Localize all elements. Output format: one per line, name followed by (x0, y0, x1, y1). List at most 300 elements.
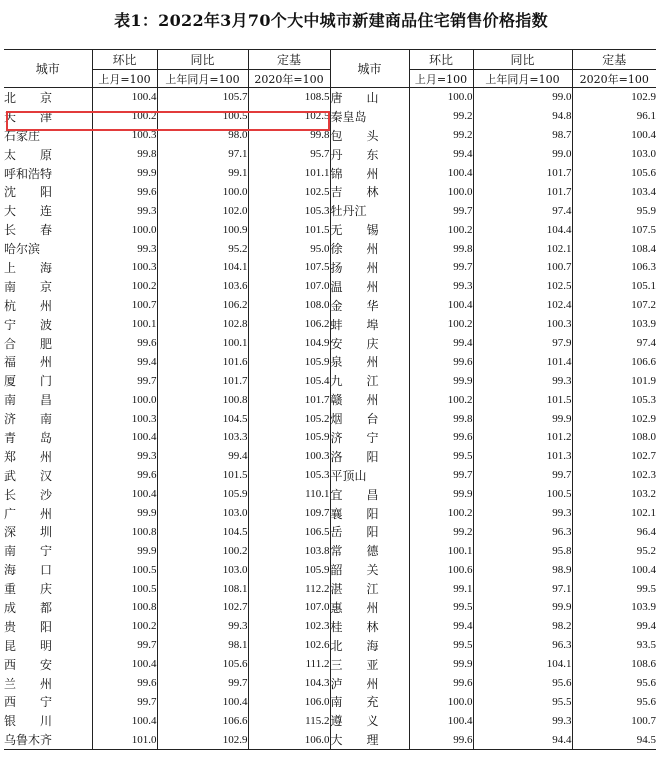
mom-value: 99.6 (92, 674, 157, 693)
mom-value: 99.1 (409, 579, 473, 598)
city-name: 海 口 (4, 563, 53, 578)
fixed-value: 102.1 (572, 504, 656, 523)
mom-value: 100.5 (92, 579, 157, 598)
yoy-value: 104.1 (473, 655, 572, 674)
yoy-header: 同比 (157, 50, 248, 70)
fixed-value: 101.1 (248, 164, 330, 183)
yoy-value: 94.4 (473, 730, 572, 749)
fixed-value: 105.9 (248, 352, 330, 371)
yoy-value: 99.9 (473, 409, 572, 428)
city-name: 桂 林 (330, 617, 409, 636)
city-name: 南 宁 (4, 544, 53, 559)
yoy-value: 100.5 (473, 485, 572, 504)
fixed-value: 102.9 (572, 409, 656, 428)
header-row (4, 50, 656, 70)
yoy-value: 103.0 (157, 560, 248, 579)
city-name: 武 汉 (4, 468, 53, 483)
city-name: 丹 东 (330, 145, 409, 164)
fixed-value: 105.9 (248, 428, 330, 447)
fixed-value: 102.3 (248, 617, 330, 636)
fixed-value: 109.7 (248, 504, 330, 523)
yoy-value: 106.6 (157, 711, 248, 730)
city-name: 洛 阳 (330, 447, 409, 466)
mom-value: 100.2 (409, 220, 473, 239)
city-name: 锦 州 (330, 164, 409, 183)
city-name: 遵 义 (330, 711, 409, 730)
city-name: 宁 波 (4, 317, 53, 332)
fixed-value: 103.9 (572, 315, 656, 334)
table-row (4, 334, 656, 353)
fixed-value: 105.1 (572, 277, 656, 296)
city-name: 兰 州 (4, 676, 53, 691)
fixed-value: 112.2 (248, 579, 330, 598)
city-name: 福 州 (4, 355, 53, 370)
fixed-value: 106.0 (248, 693, 330, 712)
table-row (4, 296, 656, 315)
fixed-value: 105.2 (248, 409, 330, 428)
mom-value: 100.4 (92, 711, 157, 730)
mom-value: 99.6 (409, 428, 473, 447)
fixed-value: 105.3 (248, 466, 330, 485)
fixed-value: 99.8 (248, 126, 330, 145)
yoy-value: 101.6 (157, 352, 248, 371)
yoy-value: 99.0 (473, 88, 572, 107)
mom-value: 99.6 (92, 334, 157, 353)
mom-value: 99.8 (409, 409, 473, 428)
table-row (4, 428, 656, 447)
fixed-value: 96.1 (572, 107, 656, 126)
yoy-value: 108.1 (157, 579, 248, 598)
fixed-value: 95.7 (248, 145, 330, 164)
yoy-value: 98.0 (157, 126, 248, 145)
fixed-value: 107.0 (248, 598, 330, 617)
city-name: 合 肥 (4, 336, 53, 351)
mom-value: 100.4 (92, 428, 157, 447)
mom-base-header: 上月=100 (92, 70, 157, 88)
table-row (4, 674, 656, 693)
city-name: 济 宁 (330, 428, 409, 447)
table-row (4, 730, 656, 749)
city-name: 呼和浩特 (4, 166, 53, 181)
yoy-value: 100.2 (157, 541, 248, 560)
table-row (4, 447, 656, 466)
city-name: 牡丹江 (330, 201, 409, 220)
mom-value: 100.8 (92, 598, 157, 617)
yoy-value: 100.1 (157, 334, 248, 353)
city-name: 徐 州 (330, 239, 409, 258)
yoy-value: 102.8 (157, 315, 248, 334)
fixed-value: 102.5 (248, 182, 330, 201)
mom-value: 100.8 (92, 522, 157, 541)
fixed-value: 108.5 (248, 88, 330, 107)
mom-value: 100.4 (92, 88, 157, 107)
fixed-value: 105.9 (248, 560, 330, 579)
table-row (4, 541, 656, 560)
mom-value: 99.7 (92, 371, 157, 390)
fixed-value: 108.6 (572, 655, 656, 674)
city-header: 城市 (4, 50, 92, 88)
table-row (4, 220, 656, 239)
city-name: 济 南 (4, 412, 53, 427)
yoy-value: 101.2 (473, 428, 572, 447)
mom-header: 环比 (409, 50, 473, 70)
fixed-value: 103.4 (572, 182, 656, 201)
fixed-value: 96.4 (572, 522, 656, 541)
yoy-value: 104.5 (157, 522, 248, 541)
yoy-value: 97.9 (473, 334, 572, 353)
city-name: 温 州 (330, 277, 409, 296)
yoy-value: 102.1 (473, 239, 572, 258)
yoy-value: 101.5 (473, 390, 572, 409)
mom-value: 100.2 (409, 504, 473, 523)
city-name: 平顶山 (330, 466, 409, 485)
yoy-value: 100.3 (473, 315, 572, 334)
table-row (4, 352, 656, 371)
yoy-value: 100.0 (157, 182, 248, 201)
city-name: 天 津 (4, 109, 53, 124)
fixed-value: 101.7 (248, 390, 330, 409)
table-row (4, 598, 656, 617)
fixed-value: 104.3 (248, 674, 330, 693)
mom-value: 100.3 (92, 409, 157, 428)
yoy-value: 99.7 (473, 466, 572, 485)
city-name: 安 庆 (330, 334, 409, 353)
yoy-value: 102.7 (157, 598, 248, 617)
yoy-value: 100.4 (157, 693, 248, 712)
mom-value: 99.9 (409, 655, 473, 674)
city-name: 杭 州 (4, 298, 53, 313)
city-name: 长 沙 (4, 487, 53, 502)
yoy-value: 98.9 (473, 560, 572, 579)
yoy-value: 104.5 (157, 409, 248, 428)
mom-value: 101.0 (92, 730, 157, 749)
mom-value: 99.3 (92, 447, 157, 466)
city-name: 赣 州 (330, 390, 409, 409)
fixed-value: 108.0 (248, 296, 330, 315)
city-name: 南 京 (4, 279, 53, 294)
city-header: 城市 (330, 50, 409, 88)
yoy-value: 99.1 (157, 164, 248, 183)
fixed-value: 103.8 (248, 541, 330, 560)
city-name: 九 江 (330, 371, 409, 390)
mom-value: 99.6 (92, 182, 157, 201)
mom-value: 99.8 (92, 145, 157, 164)
yoy-value: 102.0 (157, 201, 248, 220)
mom-value: 99.2 (409, 126, 473, 145)
fixed-value: 110.1 (248, 485, 330, 504)
mom-value: 99.7 (92, 693, 157, 712)
mom-value: 99.2 (409, 522, 473, 541)
fixed-value: 103.9 (572, 598, 656, 617)
table-row (4, 522, 656, 541)
city-name: 昆 明 (4, 638, 53, 653)
fixed-value: 95.0 (248, 239, 330, 258)
fixed-value: 102.3 (572, 466, 656, 485)
mom-value: 100.3 (92, 126, 157, 145)
fixed-value: 107.5 (572, 220, 656, 239)
fixed-value: 103.2 (572, 485, 656, 504)
table-row (4, 390, 656, 409)
table-row (4, 107, 656, 126)
city-name: 泸 州 (330, 674, 409, 693)
mom-value: 100.2 (409, 390, 473, 409)
yoy-value: 101.7 (473, 164, 572, 183)
table-row (4, 239, 656, 258)
city-name: 成 都 (4, 600, 53, 615)
yoy-value: 99.0 (473, 145, 572, 164)
yoy-value: 96.3 (473, 636, 572, 655)
city-name: 哈尔滨 (4, 242, 41, 257)
page-title: 表1：2022年3月70个大中城市新建商品住宅销售价格指数 (114, 11, 548, 30)
table-row (4, 145, 656, 164)
fixed-value: 100.4 (572, 126, 656, 145)
yoy-value: 103.6 (157, 277, 248, 296)
yoy-value: 95.6 (473, 674, 572, 693)
fixed-value: 106.2 (248, 315, 330, 334)
city-name: 吉 林 (330, 182, 409, 201)
yoy-value: 100.8 (157, 390, 248, 409)
fixed-value: 105.3 (572, 390, 656, 409)
yoy-value: 97.1 (473, 579, 572, 598)
yoy-value: 99.3 (157, 617, 248, 636)
city-name: 郑 州 (4, 449, 53, 464)
mom-base-header: 上月=100 (409, 70, 473, 88)
mom-value: 99.7 (409, 466, 473, 485)
yoy-value: 94.8 (473, 107, 572, 126)
yoy-value: 95.2 (157, 239, 248, 258)
mom-value: 100.4 (409, 711, 473, 730)
mom-value: 99.3 (92, 201, 157, 220)
city-name: 广 州 (4, 506, 53, 521)
table-row (4, 579, 656, 598)
yoy-value: 101.4 (473, 352, 572, 371)
city-name: 扬 州 (330, 258, 409, 277)
city-name: 贵 阳 (4, 619, 53, 634)
fixed-value: 105.4 (248, 371, 330, 390)
yoy-value: 99.3 (473, 711, 572, 730)
fixed-value: 95.6 (572, 693, 656, 712)
mom-value: 99.4 (92, 352, 157, 371)
fixed-value: 101.5 (248, 220, 330, 239)
table-row (4, 711, 656, 730)
yoy-value: 102.4 (473, 296, 572, 315)
city-name: 韶 关 (330, 560, 409, 579)
yoy-value: 99.3 (473, 504, 572, 523)
fixed-value: 111.2 (248, 655, 330, 674)
yoy-value: 105.7 (157, 88, 248, 107)
yoy-value: 99.9 (473, 598, 572, 617)
fixed-value: 99.4 (572, 617, 656, 636)
city-name: 烟 台 (330, 409, 409, 428)
fixed-value: 106.3 (572, 258, 656, 277)
mom-value: 100.7 (92, 296, 157, 315)
mom-value: 99.3 (409, 277, 473, 296)
table-row (4, 164, 656, 183)
mom-value: 99.4 (409, 145, 473, 164)
mom-value: 99.6 (409, 730, 473, 749)
yoy-value: 98.2 (473, 617, 572, 636)
city-name: 唐 山 (330, 88, 409, 107)
mom-value: 99.7 (92, 636, 157, 655)
mom-value: 100.0 (409, 88, 473, 107)
city-name: 北 京 (4, 90, 53, 105)
fixed-base-header: 2020年=100 (572, 70, 656, 88)
mom-value: 99.5 (409, 447, 473, 466)
table-row (4, 201, 656, 220)
mom-value: 100.4 (92, 485, 157, 504)
price-index-table (4, 49, 656, 750)
fixed-value: 95.2 (572, 541, 656, 560)
yoy-value: 96.3 (473, 522, 572, 541)
fixed-value: 108.4 (572, 239, 656, 258)
city-name: 南 昌 (4, 393, 53, 408)
fixed-value: 95.9 (572, 201, 656, 220)
city-name: 宜 昌 (330, 485, 409, 504)
fixed-value: 100.7 (572, 711, 656, 730)
table-row (4, 636, 656, 655)
table-row (4, 693, 656, 712)
table-row (4, 371, 656, 390)
yoy-value: 102.9 (157, 730, 248, 749)
mom-value: 100.2 (92, 617, 157, 636)
city-name: 深 圳 (4, 525, 53, 540)
mom-value: 100.4 (92, 655, 157, 674)
yoy-value: 99.7 (157, 674, 248, 693)
fixed-value: 97.4 (572, 334, 656, 353)
mom-value: 100.6 (409, 560, 473, 579)
mom-value: 99.7 (409, 258, 473, 277)
city-name: 西 宁 (4, 695, 53, 710)
fixed-value: 107.2 (572, 296, 656, 315)
fixed-header: 定基 (248, 50, 330, 70)
mom-value: 100.0 (409, 182, 473, 201)
yoy-value: 105.9 (157, 485, 248, 504)
yoy-value: 99.4 (157, 447, 248, 466)
yoy-value: 99.3 (473, 371, 572, 390)
fixed-value: 106.0 (248, 730, 330, 749)
city-name: 西 安 (4, 657, 53, 672)
mom-value: 100.0 (92, 220, 157, 239)
city-name: 襄 阳 (330, 504, 409, 523)
yoy-value: 101.5 (157, 466, 248, 485)
fixed-header: 定基 (572, 50, 656, 70)
yoy-value: 103.0 (157, 504, 248, 523)
mom-value: 99.6 (92, 466, 157, 485)
city-name: 厦 门 (4, 374, 53, 389)
fixed-value: 99.5 (572, 579, 656, 598)
city-name: 长 春 (4, 223, 53, 238)
table-row (4, 277, 656, 296)
city-name: 常 德 (330, 541, 409, 560)
table-row (4, 126, 656, 145)
fixed-value: 108.0 (572, 428, 656, 447)
yoy-value: 95.8 (473, 541, 572, 560)
yoy-value: 104.1 (157, 258, 248, 277)
yoy-value: 104.4 (473, 220, 572, 239)
mom-value: 99.6 (409, 352, 473, 371)
mom-value: 99.4 (409, 334, 473, 353)
fixed-value: 107.0 (248, 277, 330, 296)
mom-value: 99.8 (409, 239, 473, 258)
city-name: 青 岛 (4, 430, 53, 445)
fixed-base-header: 2020年=100 (248, 70, 330, 88)
table-row (4, 655, 656, 674)
table-row (4, 409, 656, 428)
yoy-value: 100.9 (157, 220, 248, 239)
fixed-value: 101.9 (572, 371, 656, 390)
mom-value: 100.5 (92, 560, 157, 579)
city-name: 银 川 (4, 714, 53, 729)
city-name: 大 连 (4, 204, 53, 219)
yoy-value: 101.3 (473, 447, 572, 466)
city-name: 石家庄 (4, 128, 41, 143)
yoy-base-header: 上年同月=100 (157, 70, 248, 88)
city-name: 无 锡 (330, 220, 409, 239)
mom-value: 99.9 (92, 541, 157, 560)
fixed-value: 100.4 (572, 560, 656, 579)
fixed-value: 94.5 (572, 730, 656, 749)
mom-value: 100.4 (409, 296, 473, 315)
table-row (4, 182, 656, 201)
yoy-value: 95.5 (473, 693, 572, 712)
mom-value: 100.2 (92, 277, 157, 296)
yoy-value: 98.7 (473, 126, 572, 145)
city-name: 大 理 (330, 730, 409, 749)
yoy-value: 102.5 (473, 277, 572, 296)
yoy-value: 103.3 (157, 428, 248, 447)
fixed-value: 102.7 (572, 447, 656, 466)
fixed-value: 107.5 (248, 258, 330, 277)
table-row (4, 560, 656, 579)
city-name: 蚌 埠 (330, 315, 409, 334)
mom-value: 99.9 (409, 485, 473, 504)
city-name: 上 海 (4, 260, 53, 275)
city-name: 南 充 (330, 693, 409, 712)
mom-header: 环比 (92, 50, 157, 70)
city-name: 湛 江 (330, 579, 409, 598)
mom-value: 100.0 (409, 693, 473, 712)
yoy-value: 100.7 (473, 258, 572, 277)
yoy-value: 101.7 (157, 371, 248, 390)
mom-value: 100.2 (92, 107, 157, 126)
mom-value: 99.9 (409, 371, 473, 390)
city-name: 泉 州 (330, 352, 409, 371)
table-row (4, 315, 656, 334)
fixed-value: 100.3 (248, 447, 330, 466)
yoy-base-header: 上年同月=100 (473, 70, 572, 88)
mom-value: 99.5 (409, 636, 473, 655)
fixed-value: 105.6 (572, 164, 656, 183)
table-row (4, 504, 656, 523)
mom-value: 99.7 (409, 201, 473, 220)
mom-value: 100.4 (409, 164, 473, 183)
mom-value: 99.3 (92, 239, 157, 258)
mom-value: 99.9 (92, 504, 157, 523)
mom-value: 99.9 (92, 164, 157, 183)
yoy-value: 100.5 (157, 107, 248, 126)
city-name: 重 庆 (4, 582, 53, 597)
city-name: 太 原 (4, 147, 53, 162)
table-row (4, 617, 656, 636)
mom-value: 99.6 (409, 674, 473, 693)
table-row (4, 258, 656, 277)
mom-value: 100.2 (409, 315, 473, 334)
fixed-value: 106.6 (572, 352, 656, 371)
mom-value: 100.3 (92, 258, 157, 277)
fixed-value: 106.5 (248, 522, 330, 541)
yoy-value: 106.2 (157, 296, 248, 315)
fixed-value: 93.5 (572, 636, 656, 655)
